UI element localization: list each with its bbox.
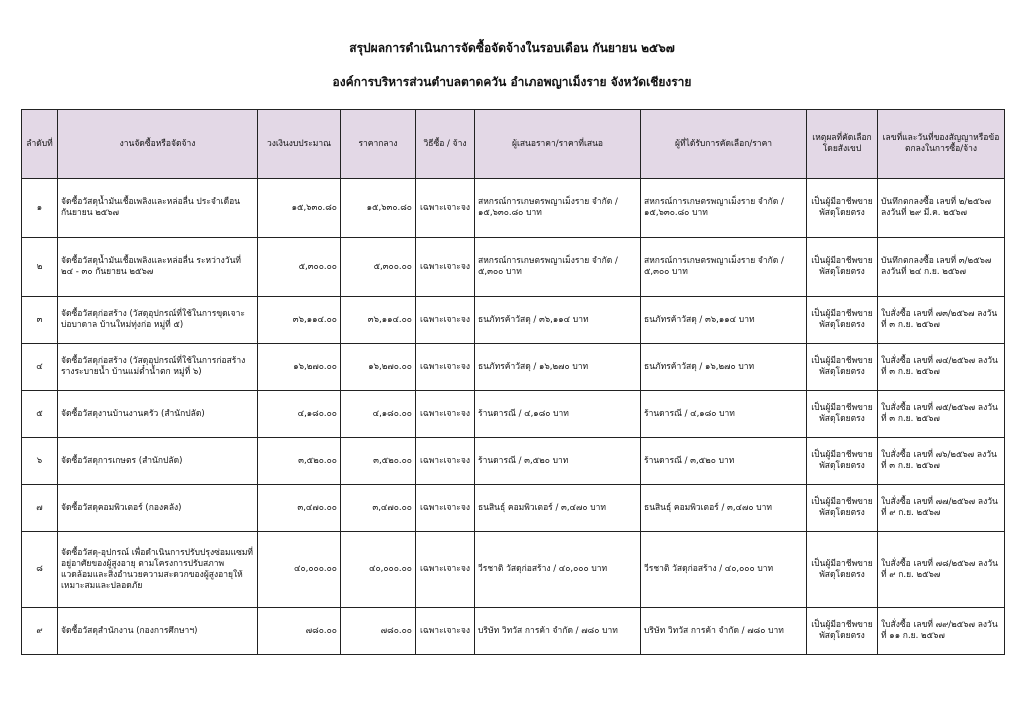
cell-bidder: บริษัท วิทวัส การค้า จำกัด / ๗๘๐ บาท — [475, 608, 641, 655]
procurement-table — [21, 109, 1005, 655]
cell-contract: ใบสั่งซื้อ เลขที่ ๗๙/๒๕๖๗ ลงวันที่ ๑๑ ก.ย. ๒๕๖๗ — [878, 608, 1005, 655]
cell-item: จัดซื้อวัสดุ-อุปกรณ์ เพื่อดำเนินการปรับปรุงซ่อมแซมที่อยู่อาศัยของผู้สูงอายุ ตามโครงการปรับสภาพแวดล้อมและสิ่งอำนวยความสะดวกของผู้สูงอายุให้เหมาะสมและปลอดภัย — [58, 532, 258, 608]
cell-reason: เป็นผู้มีอาชีพขายพัสดุโดยตรง — [807, 532, 878, 608]
cell-winner: วีรชาติ วัสดุก่อสร้าง / ๔๐,๐๐๐ บาท — [641, 532, 807, 608]
header-winner: ผู้ที่ได้รับการคัดเลือก/ราคา — [641, 110, 807, 179]
cell-method: เฉพาะเจาะจง — [416, 391, 475, 438]
cell-budget: ๑๖,๒๗๐.๐๐ — [258, 344, 341, 391]
cell-no: ๘ — [22, 532, 58, 608]
cell-winner: สหกรณ์การเกษตรพญาเม็งราย จำกัด / ๑๕,๖๓๐.๘๐ บาท — [641, 179, 807, 238]
cell-no: ๖ — [22, 438, 58, 485]
table-row — [22, 344, 1005, 391]
header-reason: เหตุผลที่คัดเลือกโดยสังเขป — [807, 110, 878, 179]
cell-bidder: ร้านดารณี / ๓,๕๒๐ บาท — [475, 438, 641, 485]
table-row — [22, 532, 1005, 608]
cell-bidder: ร้านดารณี / ๔,๑๘๐ บาท — [475, 391, 641, 438]
cell-winner: สหกรณ์การเกษตรพญาเม็งราย จำกัด / ๕,๓๐๐ บาท — [641, 238, 807, 297]
document-title: สรุปผลการดำเนินการจัดซื้อจัดจ้างในรอบเดือน กันยายน ๒๕๖๗ — [349, 41, 675, 55]
cell-reason: เป็นผู้มีอาชีพขายพัสดุโดยตรง — [807, 391, 878, 438]
cell-method: เฉพาะเจาะจง — [416, 179, 475, 238]
cell-winner: ธนภัทรค้าวัสดุ / ๑๖,๒๗๐ บาท — [641, 344, 807, 391]
header-method: วิธีซื้อ / จ้าง — [416, 110, 475, 179]
cell-method: เฉพาะเจาะจง — [416, 344, 475, 391]
cell-reason: เป็นผู้มีอาชีพขายพัสดุโดยตรง — [807, 438, 878, 485]
cell-reason: เป็นผู้มีอาชีพขายพัสดุโดยตรง — [807, 608, 878, 655]
cell-item: จัดซื้อวัสดุก่อสร้าง (วัสดุอุปกรณ์ที่ใช้ในการก่อสร้างรางระบายน้ำ บ้านแม่ต๋ำน้ำตก หมู่ที่ ๖) — [58, 344, 258, 391]
cell-item: จัดซื้อวัสดุงานบ้านงานครัว (สำนักปลัด) — [58, 391, 258, 438]
cell-median-price: ๔๐,๐๐๐.๐๐ — [341, 532, 416, 608]
cell-budget: ๔,๑๘๐.๐๐ — [258, 391, 341, 438]
header-budget: วงเงินงบประมาณ — [258, 110, 341, 179]
cell-winner: ธนสินธุ์ คอมพิวเตอร์ / ๓,๔๗๐ บาท — [641, 485, 807, 532]
header-bidder: ผู้เสนอราคา/ราคาที่เสนอ — [475, 110, 641, 179]
cell-budget: ๓,๕๒๐.๐๐ — [258, 438, 341, 485]
cell-reason: เป็นผู้มีอาชีพขายพัสดุโดยตรง — [807, 485, 878, 532]
cell-bidder: ธนสินธุ์ คอมพิวเตอร์ / ๓,๔๗๐ บาท — [475, 485, 641, 532]
cell-winner: บริษัท วิทวัส การค้า จำกัด / ๗๘๐ บาท — [641, 608, 807, 655]
cell-contract: ใบสั่งซื้อ เลขที่ ๗๓/๒๕๖๗ ลงวันที่ ๓ ก.ย. ๒๕๖๗ — [878, 297, 1005, 344]
cell-winner: ร้านดารณี / ๓,๕๒๐ บาท — [641, 438, 807, 485]
cell-method: เฉพาะเจาะจง — [416, 485, 475, 532]
cell-reason: เป็นผู้มีอาชีพขายพัสดุโดยตรง — [807, 297, 878, 344]
cell-median-price: ๑๕,๖๓๐.๘๐ — [341, 179, 416, 238]
cell-winner: ร้านดารณี / ๔,๑๘๐ บาท — [641, 391, 807, 438]
cell-contract: ใบสั่งซื้อ เลขที่ ๗๕/๒๕๖๗ ลงวันที่ ๓ ก.ย. ๒๕๖๗ — [878, 391, 1005, 438]
cell-contract: ใบสั่งซื้อ เลขที่ ๗๖/๒๕๖๗ ลงวันที่ ๓ ก.ย. ๒๕๖๗ — [878, 438, 1005, 485]
cell-reason: เป็นผู้มีอาชีพขายพัสดุโดยตรง — [807, 238, 878, 297]
cell-no: ๓ — [22, 297, 58, 344]
cell-reason: เป็นผู้มีอาชีพขายพัสดุโดยตรง — [807, 179, 878, 238]
cell-bidder: วีรชาติ วัสดุก่อสร้าง / ๔๐,๐๐๐ บาท — [475, 532, 641, 608]
header-item: งานจัดซื้อหรือจัดจ้าง — [58, 110, 258, 179]
cell-median-price: ๑๖,๒๗๐.๐๐ — [341, 344, 416, 391]
cell-no: ๗ — [22, 485, 58, 532]
cell-median-price: ๓,๕๒๐.๐๐ — [341, 438, 416, 485]
table-row — [22, 438, 1005, 485]
cell-method: เฉพาะเจาะจง — [416, 297, 475, 344]
cell-median-price: ๔,๑๘๐.๐๐ — [341, 391, 416, 438]
cell-winner: ธนภัทรค้าวัสดุ / ๓๖,๑๑๔ บาท — [641, 297, 807, 344]
cell-contract: ใบสั่งซื้อ เลขที่ ๗๘/๒๕๖๗ ลงวันที่ ๙ ก.ย. ๒๕๖๗ — [878, 532, 1005, 608]
cell-contract: บันทึกตกลงซื้อ เลขที่ ๒/๒๕๖๗ ลงวันที่ ๒๙ มี.ค. ๒๕๖๗ — [878, 179, 1005, 238]
cell-reason: เป็นผู้มีอาชีพขายพัสดุโดยตรง — [807, 344, 878, 391]
cell-budget: ๓๖,๑๑๔.๐๐ — [258, 297, 341, 344]
table-row — [22, 608, 1005, 655]
header-contract: เลขที่และวันที่ของสัญญาหรือข้อตกลงในการซื้อ/จ้าง — [878, 110, 1005, 179]
cell-bidder: สหกรณ์การเกษตรพญาเม็งราย จำกัด / ๑๕,๖๓๐.๘๐ บาท — [475, 179, 641, 238]
header-no: ลำดับที่ — [22, 110, 58, 179]
cell-contract: ใบสั่งซื้อ เลขที่ ๗๔/๒๕๖๗ ลงวันที่ ๓ ก.ย. ๒๕๖๗ — [878, 344, 1005, 391]
cell-bidder: สหกรณ์การเกษตรพญาเม็งราย จำกัด / ๕,๓๐๐ บาท — [475, 238, 641, 297]
cell-contract: ใบสั่งซื้อ เลขที่ ๗๗/๒๕๖๗ ลงวันที่ ๙ ก.ย. ๒๕๖๗ — [878, 485, 1005, 532]
cell-no: ๙ — [22, 608, 58, 655]
cell-no: ๒ — [22, 238, 58, 297]
cell-budget: ๕,๓๐๐.๐๐ — [258, 238, 341, 297]
table-row — [22, 391, 1005, 438]
table-row — [22, 238, 1005, 297]
cell-budget: ๑๕,๖๓๐.๘๐ — [258, 179, 341, 238]
cell-item: จัดซื้อวัสดุการเกษตร (สำนักปลัด) — [58, 438, 258, 485]
cell-no: ๑ — [22, 179, 58, 238]
table-row — [22, 297, 1005, 344]
cell-budget: ๗๘๐.๐๐ — [258, 608, 341, 655]
cell-item: จัดซื้อวัสดุน้ำมันเชื้อเพลิงและหล่อลื่น ประจำเดือน กันยายน ๒๕๖๗ — [58, 179, 258, 238]
cell-median-price: ๓๖,๑๑๔.๐๐ — [341, 297, 416, 344]
cell-budget: ๔๐,๐๐๐.๐๐ — [258, 532, 341, 608]
table-row — [22, 179, 1005, 238]
document-subtitle: องค์การบริหารส่วนตำบลตาดควัน อำเภอพญาเม็งราย จังหวัดเชียงราย — [332, 75, 692, 89]
cell-method: เฉพาะเจาะจง — [416, 438, 475, 485]
cell-item: จัดซื้อวัสดุสำนักงาน (กองการศึกษาฯ) — [58, 608, 258, 655]
cell-method: เฉพาะเจาะจง — [416, 608, 475, 655]
cell-method: เฉพาะเจาะจง — [416, 238, 475, 297]
cell-bidder: ธนภัทรค้าวัสดุ / ๑๖,๒๗๐ บาท — [475, 344, 641, 391]
cell-item: จัดซื้อวัสดุคอมพิวเตอร์ (กองคลัง) — [58, 485, 258, 532]
cell-budget: ๓,๔๗๐.๐๐ — [258, 485, 341, 532]
cell-no: ๕ — [22, 391, 58, 438]
cell-item: จัดซื้อวัสดุก่อสร้าง (วัสดุอุปกรณ์ที่ใช้ในการขุดเจาะบ่อบาดาล บ้านใหม่ทุ่งก่อ หมู่ที่ ๕) — [58, 297, 258, 344]
cell-item: จัดซื้อวัสดุน้ำมันเชื้อเพลิงและหล่อลื่น ระหว่างวันที่ ๒๔ - ๓๐ กันยายน ๒๕๖๗ — [58, 238, 258, 297]
cell-median-price: ๕,๓๐๐.๐๐ — [341, 238, 416, 297]
header-median-price: ราคากลาง — [341, 110, 416, 179]
cell-no: ๔ — [22, 344, 58, 391]
cell-contract: บันทึกตกลงซื้อ เลขที่ ๓/๒๕๖๗ ลงวันที่ ๒๔ ก.ย. ๒๕๖๗ — [878, 238, 1005, 297]
cell-method: เฉพาะเจาะจง — [416, 532, 475, 608]
cell-bidder: ธนภัทรค้าวัสดุ / ๓๖,๑๑๔ บาท — [475, 297, 641, 344]
table-row — [22, 485, 1005, 532]
cell-median-price: ๗๘๐.๐๐ — [341, 608, 416, 655]
table-header-row — [22, 110, 1005, 179]
cell-median-price: ๓,๔๗๐.๐๐ — [341, 485, 416, 532]
